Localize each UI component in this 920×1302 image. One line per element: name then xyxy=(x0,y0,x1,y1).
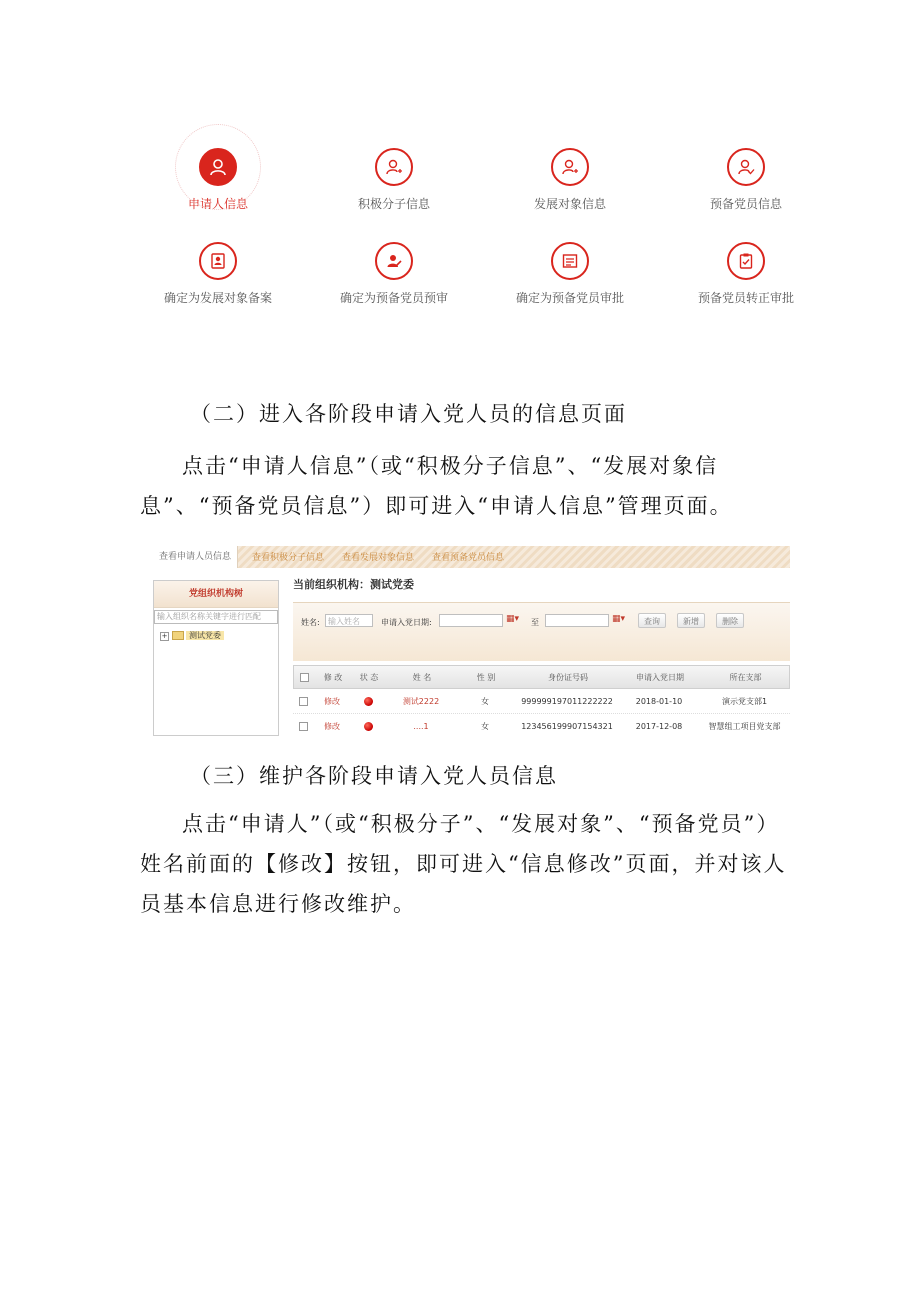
search-bar xyxy=(293,602,790,661)
edit-link[interactable]: 修改 xyxy=(324,721,340,731)
gender: 女 xyxy=(481,696,489,706)
date-to-input[interactable] xyxy=(545,614,609,627)
apply-date-label: 申请入党日期: xyxy=(381,618,432,627)
stage-development-target-info[interactable] xyxy=(482,148,658,212)
icon-label: 发展对象信息 xyxy=(533,197,606,211)
user-check-icon xyxy=(737,158,755,176)
stage-probationary-approval[interactable] xyxy=(482,242,658,306)
icon-label: 预备党员转正审批 xyxy=(697,291,794,305)
query-button[interactable]: 查询 xyxy=(638,613,666,628)
stage-probationary-prereview[interactable] xyxy=(306,242,482,306)
add-button[interactable]: 新增 xyxy=(677,613,705,628)
section2-paragraph: 点击“申请人信息”（或“积极分子信息”、“发展对象信息”、“预备党员信息”）即可进入“申请人信息”管理页面。 xyxy=(140,454,733,518)
applicant-name[interactable]: ....1 xyxy=(413,721,429,731)
section2-heading: （二）进入各阶段申请入党人员的信息页面 xyxy=(190,402,627,426)
row-checkbox[interactable] xyxy=(293,714,313,736)
delete-button[interactable]: 删除 xyxy=(716,613,744,628)
icon-circle xyxy=(199,242,237,280)
section3-heading: （三）维护各阶段申请入党人员信息 xyxy=(190,764,558,788)
tab-development-target-info[interactable]: 查看发展对象信息 xyxy=(342,553,415,563)
column-header[interactable]: 性 别 xyxy=(476,672,496,682)
id-number: 999999197011222222 xyxy=(521,696,613,706)
row-checkbox[interactable] xyxy=(293,689,313,713)
icon-label: 积极分子信息 xyxy=(357,197,430,211)
org-tree-search-input[interactable]: 输入组织名称关键字进行匹配 xyxy=(154,610,278,624)
column-header: 修 改 xyxy=(323,672,343,682)
icon-circle xyxy=(375,148,413,186)
column-header: 所在支部 xyxy=(729,672,762,682)
table-row[interactable] xyxy=(293,689,790,714)
icon-label: 确定为预备党员审批 xyxy=(515,291,624,305)
tab-applicant-info[interactable]: 查看申请人员信息 xyxy=(153,546,238,568)
calendar-icon[interactable]: ▦▾ xyxy=(612,614,626,624)
stage-applicant-info[interactable] xyxy=(130,148,306,212)
applicant-name[interactable]: 测试2222 xyxy=(402,696,440,706)
apply-date: 2017-12-08 xyxy=(635,721,683,731)
org-tree-node-label: 测试党委 xyxy=(186,631,224,640)
branch: 智慧组工项目党支部 xyxy=(708,721,781,731)
branch: 演示党支部1 xyxy=(721,696,768,706)
applicant-table xyxy=(293,665,790,736)
tab-activist-info[interactable]: 查看积极分子信息 xyxy=(252,553,325,563)
icon-circle xyxy=(375,242,413,280)
status-dot-icon xyxy=(351,714,385,736)
stage-development-target-filing[interactable] xyxy=(130,242,306,306)
column-header[interactable]: 申请入党日期 xyxy=(636,672,684,682)
user-add-icon xyxy=(385,158,403,176)
icon-circle xyxy=(727,242,765,280)
folder-icon xyxy=(172,631,184,640)
document-list-icon xyxy=(561,252,579,270)
org-tree-node[interactable] xyxy=(160,630,278,641)
column-header: 状 态 xyxy=(359,672,379,682)
name-input[interactable]: 输入姓名 xyxy=(325,614,373,627)
name-label: 姓名: xyxy=(301,618,320,627)
icon-label: 预备党员信息 xyxy=(709,197,782,211)
section3-paragraph: 点击“申请人”（或“积极分子”、“发展对象”、“预备党员”）姓名前面的【修改】按钮，即可进入“信息修改”页面，并对该人员基本信息进行修改维护。 xyxy=(140,812,787,916)
stage-activist-info[interactable] xyxy=(306,148,482,212)
column-header[interactable]: 身份证号码 xyxy=(548,672,588,682)
icon-circle xyxy=(727,148,765,186)
clipboard-check-icon xyxy=(737,252,755,270)
column-header[interactable]: 姓 名 xyxy=(412,672,432,682)
document-user-icon xyxy=(209,252,227,270)
org-tree-panel xyxy=(153,580,279,736)
date-from-input[interactable] xyxy=(439,614,503,627)
table-header xyxy=(293,665,790,689)
icon-label: 确定为发展对象备案 xyxy=(163,291,272,305)
expand-icon[interactable]: + xyxy=(161,632,168,640)
icon-circle xyxy=(551,148,589,186)
table-row[interactable] xyxy=(293,714,790,736)
stage-full-membership-approval[interactable] xyxy=(658,242,834,306)
icon-circle xyxy=(551,242,589,280)
edit-link[interactable]: 修改 xyxy=(324,696,340,706)
document-edit-icon xyxy=(385,252,403,270)
icon-circle xyxy=(199,148,237,186)
icon-label: 申请人信息 xyxy=(187,197,248,211)
status-dot-icon xyxy=(351,689,385,713)
tab-bar xyxy=(153,546,790,568)
tab-probationary-member-info[interactable]: 查看预备党员信息 xyxy=(432,553,505,563)
stage-icon-grid xyxy=(130,138,830,308)
id-number: 123456199907154321 xyxy=(521,721,613,731)
user-add-icon xyxy=(561,158,579,176)
to-label: 至 xyxy=(531,618,539,627)
stage-probationary-member-info[interactable] xyxy=(658,148,834,212)
apply-date: 2018-01-10 xyxy=(635,696,683,706)
gender: 女 xyxy=(481,721,489,731)
user-icon xyxy=(209,158,227,176)
org-tree-title: 党组织机构树 xyxy=(154,581,278,608)
current-org-label: 当前组织机构：测试党委 xyxy=(293,578,414,591)
icon-label: 确定为预备党员预审 xyxy=(339,291,448,305)
calendar-icon[interactable]: ▦▾ xyxy=(506,614,520,624)
select-all-checkbox[interactable] xyxy=(294,666,314,688)
applicant-info-screenshot xyxy=(153,546,790,736)
